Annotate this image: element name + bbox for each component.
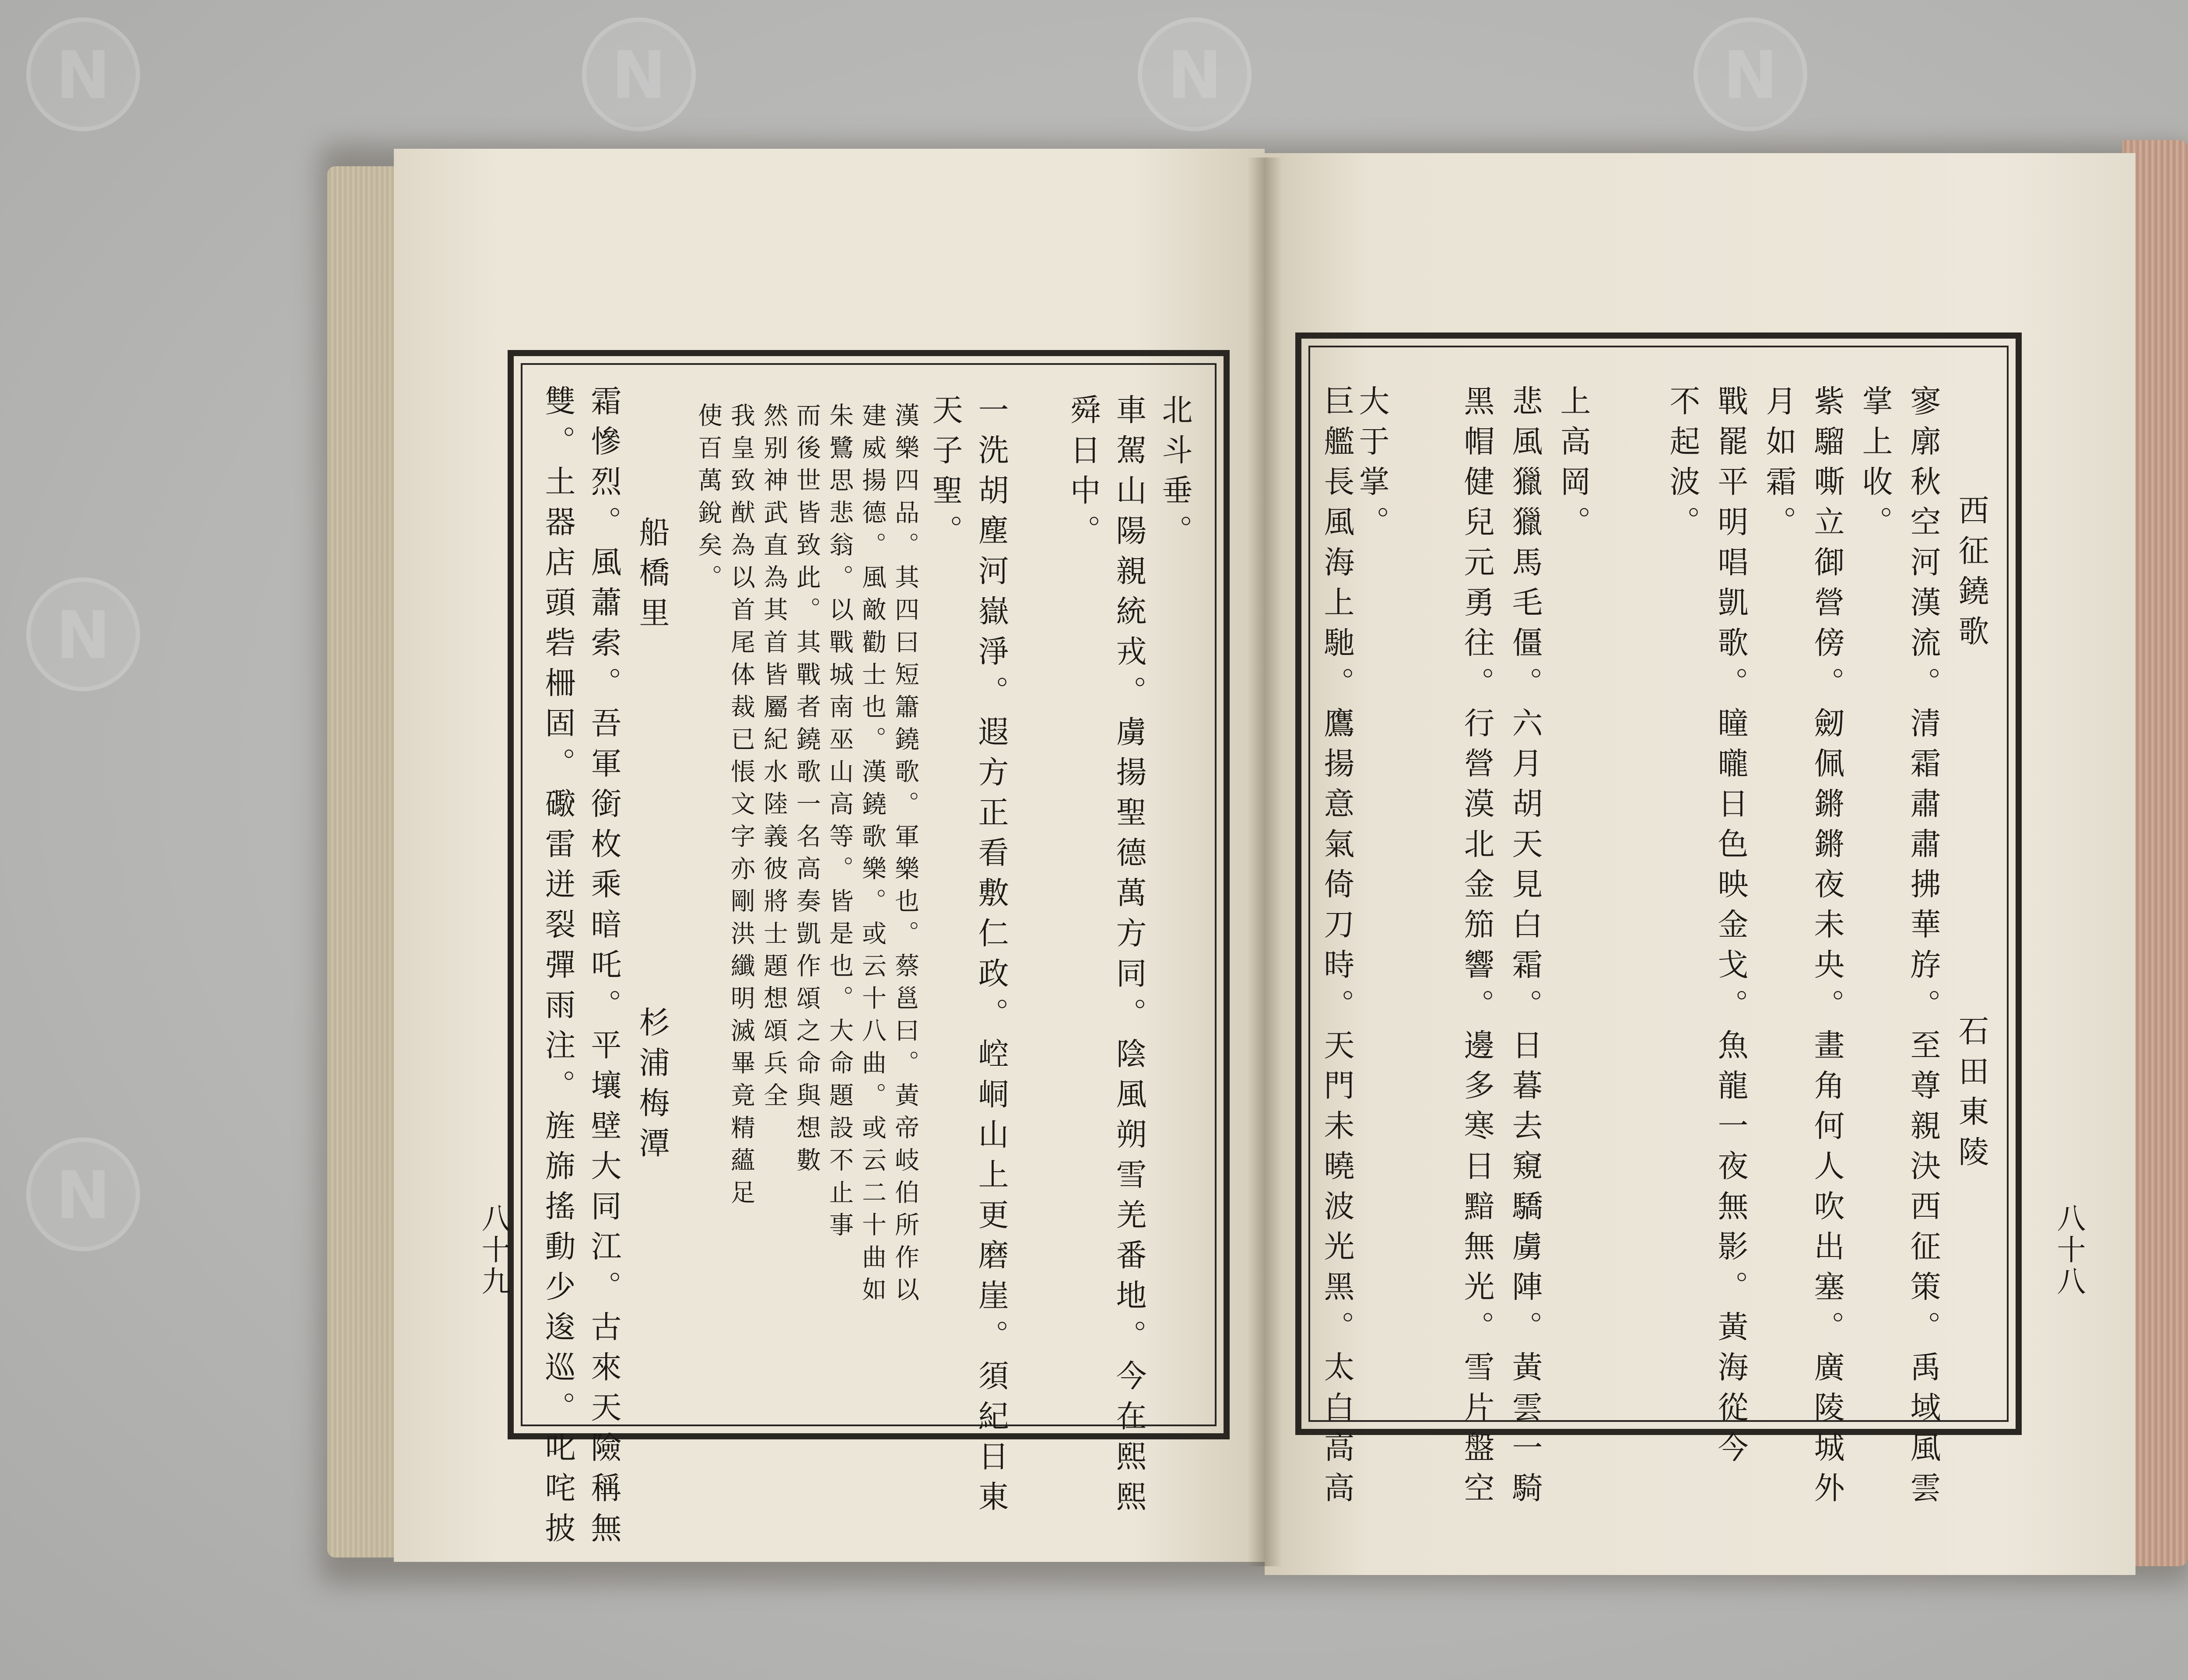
watermark-logo (1694, 18, 1807, 131)
text-column: 北斗垂。 (1157, 394, 1193, 555)
text-column: 戰罷平明唱凱歌。瞳曨日色映金戈。魚龍一夜無影。黃海從今 (1713, 385, 1749, 1472)
text-column: 霜慘烈。風蕭索。吾軍銜枚乘暗吒。平壤壁大同江。古來天險稱無 (586, 385, 622, 1552)
text-column: 不起波。 (1665, 385, 1701, 546)
page-number: 八十九 (477, 1203, 510, 1298)
text-column: 紫騮嘶立御營傍。劒佩鏘鏘夜未央。畫角何人吹出塞。廣陵城外 (1809, 385, 1845, 1512)
poem-title: 西征鐃歌 (1953, 494, 1989, 655)
note-column: 我皇致猷為以首尾体裁已悵文字亦剛洪纖明滅畢竟精蘊足 (727, 402, 755, 1212)
text-column: 舜日中。 (1065, 394, 1101, 555)
text-column: 車駕山陽親統戎。虜揚聖德萬方同。陰風朔雪羌番地。今在熙熙 (1111, 394, 1147, 1521)
watermark-logo (26, 1138, 140, 1251)
text-column: 雙。土器店頭砦柵固。礮雷迸裂彈雨注。旌旆搖動少逡巡。叱咤披 (540, 385, 576, 1552)
poem-title: 船橋里 (634, 516, 670, 637)
poem-author: 杉浦梅潭 (634, 1006, 670, 1167)
note-column: 然别神武直為其首皆屬紀水陸義彼將士題想頌兵全 (760, 402, 788, 1115)
watermark-logo (26, 18, 140, 131)
text-column: 月如霜。 (1761, 385, 1797, 546)
text-column: 一洗胡塵河嶽淨。遐方正看敷仁政。崆峒山上更磨崖。須紀日東 (973, 394, 1009, 1521)
note-column: 建威揚德。風敵勸士也。漢鐃歌樂。或云十八曲。或云二十曲如 (858, 402, 887, 1309)
text-column: 巨艦長風海上馳。鷹揚意氣倚刀時。天門未曉波光黑。太白高高 (1319, 385, 1355, 1512)
note-column: 朱鷺思悲翁。以戰城南巫山高等。皆是也。大命題設不止事 (825, 402, 854, 1244)
note-column: 使百萬銳矣。 (694, 402, 722, 597)
text-column: 掌上收。 (1857, 385, 1893, 546)
watermark-logo (1138, 18, 1252, 131)
book-gutter (1247, 158, 1282, 1566)
watermark-logo (582, 18, 696, 131)
poem-author: 石田東陵 (1953, 1015, 1989, 1176)
note-column: 漢樂四品。其四曰短簫鐃歌。軍樂也。蔡邕曰。黃帝岐伯所作以 (891, 402, 919, 1309)
watermark-logo (26, 578, 140, 691)
left-page-edges (327, 166, 397, 1558)
text-column: 黑帽健兒元勇往。行營漠北金笳響。邊多寒日黯無光。雪片盤空 (1459, 385, 1495, 1512)
text-column: 上高岡。 (1555, 385, 1591, 546)
note-column: 而後世皆致此。其戰者鐃歌一名高奏凱作頌之命與想數 (792, 402, 821, 1180)
text-column: 寥廓秋空河漢流。清霜肅肅拂華斿。至尊親決西征策。禹域風雲 (1905, 385, 1941, 1512)
text-column: 天子聖。 (927, 394, 963, 555)
page-number: 八十八 (2052, 1203, 2086, 1298)
text-column: 悲風獵獵馬毛僵。六月胡天見白霜。日暮去窺驕虜陣。黃雲一騎 (1507, 385, 1543, 1512)
text-column: 大于掌。 (1354, 385, 1390, 546)
right-text-frame-inner (1308, 346, 2009, 1422)
